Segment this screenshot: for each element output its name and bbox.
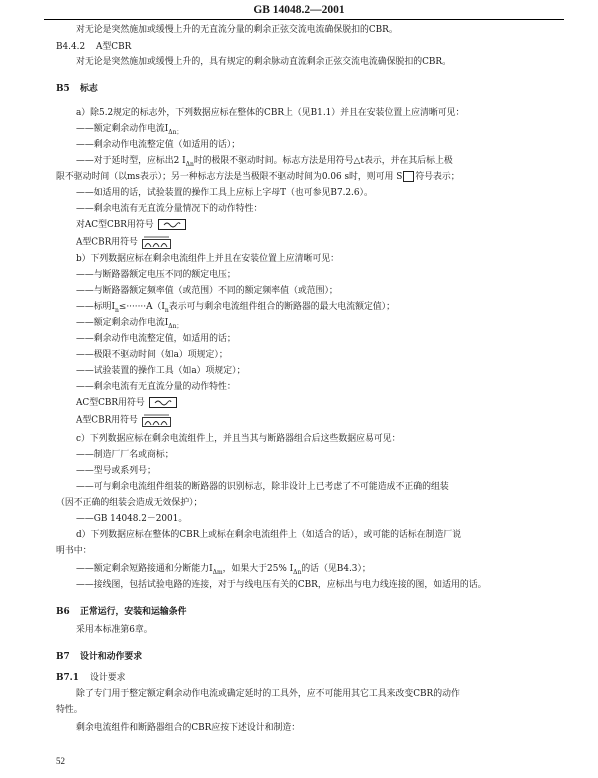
text-line: 剩余电流组件和断路器组合的CBR应按下述设计和制造： [76,723,301,733]
text-line: ——额定剩余动作电流$I_{\Delta n;}$ [76,124,183,136]
text-line: 对无论是突然施加或缓慢上升的无直流分量的剩余正弦交流电流确保脱扣的CBR。 [76,25,398,35]
text-line: ——可与剩余电流组件组装的断路器的识别标志，除非设计上已考虑了不可能造成不正确的组装 [76,482,449,492]
text-line: a）除5.2规定的标志外，下列数据应标在整体的CBR上（见B1.1）并且在安装位置上应清晰可见： [76,108,465,118]
text-line: ——剩余电流有无直流分量的动作特性： [76,382,236,392]
text-line: ——型号或系列号； [76,466,156,476]
page-header: GB 14048.2—2001 [253,4,345,16]
text-line: ——试验装置的操作工具（如a）项规定）； [76,366,246,376]
section-b7-heading: B7 设计和动作要求 [56,652,143,662]
s-symbol-box [403,171,414,182]
text-line: ——如适用的话，试验装置的操作工具上应标上字母T（也可参见B7.2.6）。 [76,188,373,198]
text-line: c）下列数据应标在剩余电流组件上，并且当其与断路器组合后这些数据应易可见： [76,434,401,444]
text-line: ——与断路器额定电压不同的额定电压； [76,270,236,280]
section-b5-heading: B5 标志 [56,84,98,94]
a-type-symbol-icon [142,413,172,427]
section-b442-heading: B4.4.2 A型CBR [56,42,132,52]
text-line: ——极限不驱动时间（如a）项规定）； [76,350,228,360]
text-line: 明书中： [56,546,92,556]
text-line: ——接线图，包括试验电路的连接，对于与线电压有关的CBR，应标出与电力线连接的图，如适用的话。 [76,580,487,590]
text-line: ——GB 14048.2－2001。 [76,514,188,524]
text-line: b）下列数据应标在剩余电流组件上并且在安装位置上应清晰可见： [76,254,340,264]
ac-symbol-icon [158,219,186,230]
text-line: ——额定剩余短路接通和分断能力$I_{\Delta m}$，如果大于25% $I_{\Delta n}$的话（见B4.3）； [76,564,371,576]
text-line: ——额定剩余动作电流$I_{\Delta n;}$ [76,318,183,330]
text-line: 采用本标准第6章。 [76,625,153,635]
text-line: ——对于延时型，应标出2 $I_{\Delta n}$时的极限不驱动时间。标志方法是用符号△t表示，并在其后标上极 [76,156,453,168]
text-line: 对AC型CBR用符号 [76,219,186,231]
a-type-symbol-icon [142,235,172,249]
header-rule [44,19,564,20]
page-number: 52 [56,756,65,766]
text-line: （因不正确的组装会造成无效保护）； [56,498,203,508]
text-line: ——剩余动作电流整定值（如适用的话）； [76,140,241,150]
text-line: 特性。 [56,705,83,715]
text-line: ——剩余动作电流整定值，如适用的话； [76,334,236,344]
text-line: 限不驱动时间（以ms表示）；另一种标志方法是当极限不驱动时间为0.06 s时，则可用 S 符号表示； [56,172,460,182]
section-b6-heading: B6 正常运行，安装和运输条件 [56,607,187,617]
text-line: AC型CBR用符号 [76,397,177,409]
text-line: d）下列数据应标在整体的CBR上或标在剩余电流组件上（如适合的话），或可能的话标在制造厂说 [76,530,462,540]
text-line: A型CBR用符号 [76,235,172,249]
text-line: ——剩余电流有无直流分量情况下的动作特性： [76,204,263,214]
text-line: 除了专门用于整定额定剩余动作电流或确定延时的工具外，应不可能用其它工具来改变CBR的动作 [76,689,460,699]
text-line: A型CBR用符号 [76,413,172,427]
ac-symbol-icon [149,397,177,408]
section-b71-heading: B7.1 设计要求 [56,673,126,683]
text-line: 对无论是突然施加或缓慢上升的，具有规定的剩余脉动直流剩余正弦交流电流确保脱扣的CBR。 [76,57,451,67]
text-line: ——与断路器额定频率值（或范围）不同的额定频率值（或范围）； [76,286,338,296]
text-line: ——标明$I_n\le\cdot\cdot\cdot\cdot\cdot\cdot\cdot A(I_n$表示可与剩余电流组件组合的断路器的最大电流额定值）； [76,302,396,314]
text-line: ——制造厂厂名或商标； [76,450,174,460]
